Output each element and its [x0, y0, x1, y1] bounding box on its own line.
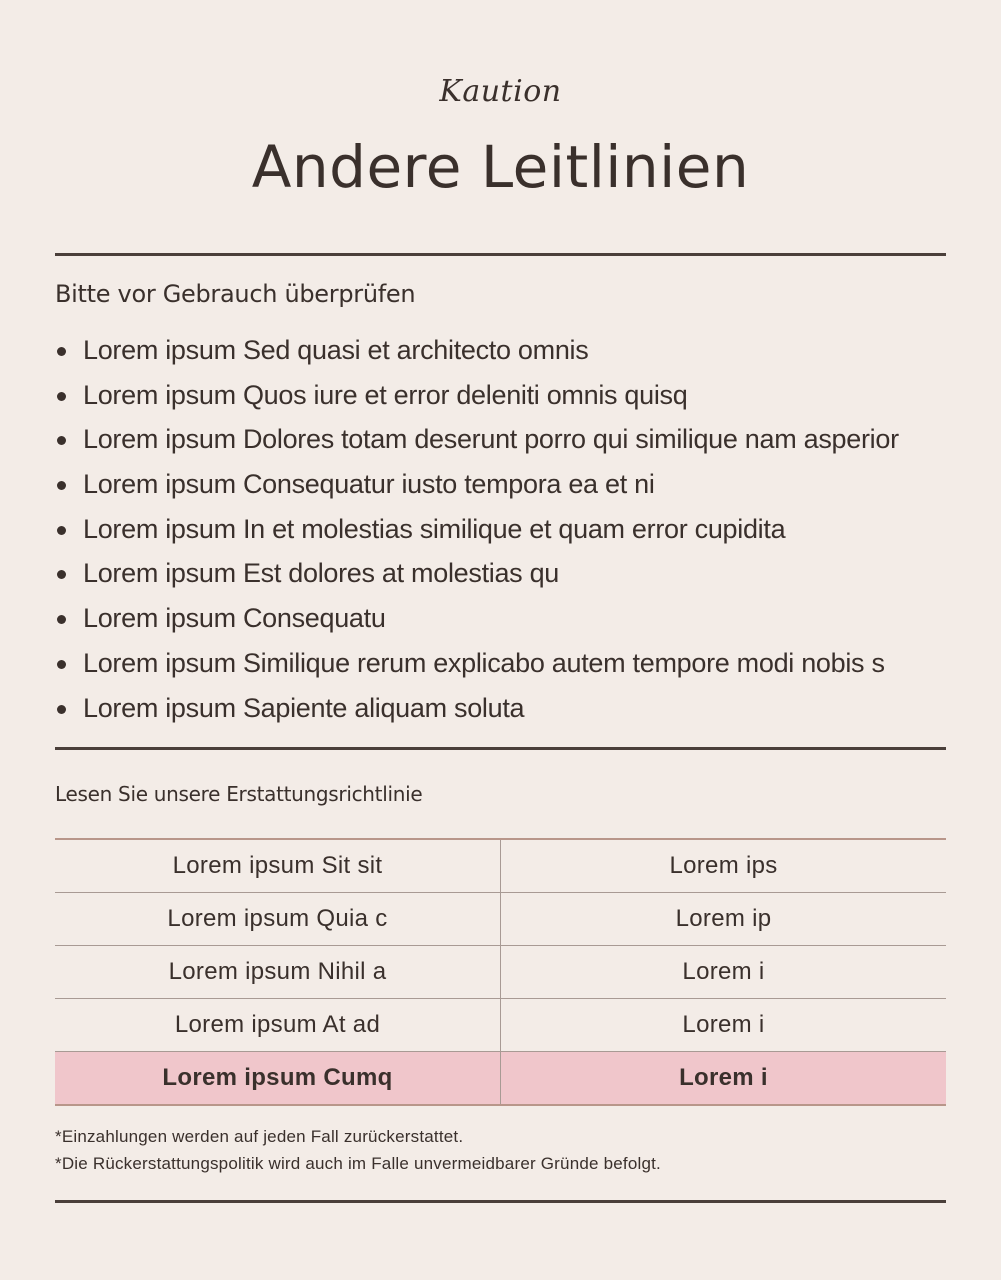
list-item — [55, 686, 946, 731]
table-cell: Lorem i — [501, 999, 947, 1052]
table-row — [55, 893, 946, 946]
bullet-icon — [57, 705, 66, 714]
table-cell: Lorem i — [501, 1052, 947, 1106]
list-item — [55, 417, 946, 462]
table-row — [55, 999, 946, 1052]
table-cell: Lorem ipsum Nihil a — [55, 946, 501, 999]
refund-table — [55, 838, 946, 1106]
divider — [55, 253, 946, 256]
table-cell: Lorem ipsum Sit sit — [55, 839, 501, 893]
divider — [55, 747, 946, 750]
table-cell: Lorem ips — [501, 839, 947, 893]
table-cell: Lorem i — [501, 946, 947, 999]
list-item — [55, 551, 946, 596]
list-item-text: Lorem ipsum Est dolores at molestias qu — [83, 558, 560, 589]
bullet-icon — [57, 526, 66, 535]
table-row-highlighted — [55, 1052, 946, 1106]
list-item — [55, 462, 946, 507]
table-cell: Lorem ipsum Quia c — [55, 893, 501, 946]
list-item-text: Lorem ipsum Similique rerum explicabo autem tempore modi nobis s — [83, 647, 885, 678]
page-title: Andere Leitlinien — [251, 133, 750, 201]
list-item — [55, 596, 946, 641]
checklist — [55, 328, 946, 730]
list-item-text: Lorem ipsum Dolores totam deserunt porro qui similique nam asperior — [83, 424, 899, 455]
list-item-text: Lorem ipsum Quos iure et error deleniti omnis quisq — [83, 379, 688, 410]
bullet-icon — [57, 347, 66, 356]
footnotes — [55, 1123, 661, 1177]
list-item-text: Lorem ipsum In et molestias similique et quam error cupidita — [83, 513, 786, 544]
bullet-icon — [57, 436, 66, 445]
list-item-text: Lorem ipsum Consequatu — [83, 603, 386, 634]
footnote: *Die Rückerstattungspolitik wird auch im Falle unvermeidbarer Gründe befolgt. — [55, 1154, 661, 1173]
list-item — [55, 328, 946, 373]
list-item — [55, 373, 946, 418]
bullet-icon — [57, 660, 66, 669]
checklist-label: Bitte vor Gebrauch überprüfen — [55, 280, 416, 308]
footnote: *Einzahlungen werden auf jeden Fall zurückerstattet. — [55, 1127, 464, 1146]
bullet-icon — [57, 570, 66, 579]
table-cell: Lorem ipsum At ad — [55, 999, 501, 1052]
table-row — [55, 839, 946, 893]
list-item-text: Lorem ipsum Sed quasi et architecto omnis — [83, 335, 589, 365]
divider — [55, 1200, 946, 1203]
bullet-icon — [57, 481, 66, 490]
list-item — [55, 507, 946, 552]
bullet-icon — [57, 392, 66, 401]
refund-label: Lesen Sie unsere Erstattungsrichtlinie — [55, 782, 423, 806]
subtitle: Kaution — [439, 74, 562, 109]
table-cell: Lorem ip — [501, 893, 947, 946]
table-row — [55, 946, 946, 999]
list-item-text: Lorem ipsum Consequatur iusto tempora ea et ni — [83, 469, 655, 500]
list-item — [55, 641, 946, 686]
table-cell: Lorem ipsum Cumq — [55, 1052, 501, 1106]
bullet-icon — [57, 615, 66, 624]
list-item-text: Lorem ipsum Sapiente aliquam soluta — [83, 692, 525, 723]
